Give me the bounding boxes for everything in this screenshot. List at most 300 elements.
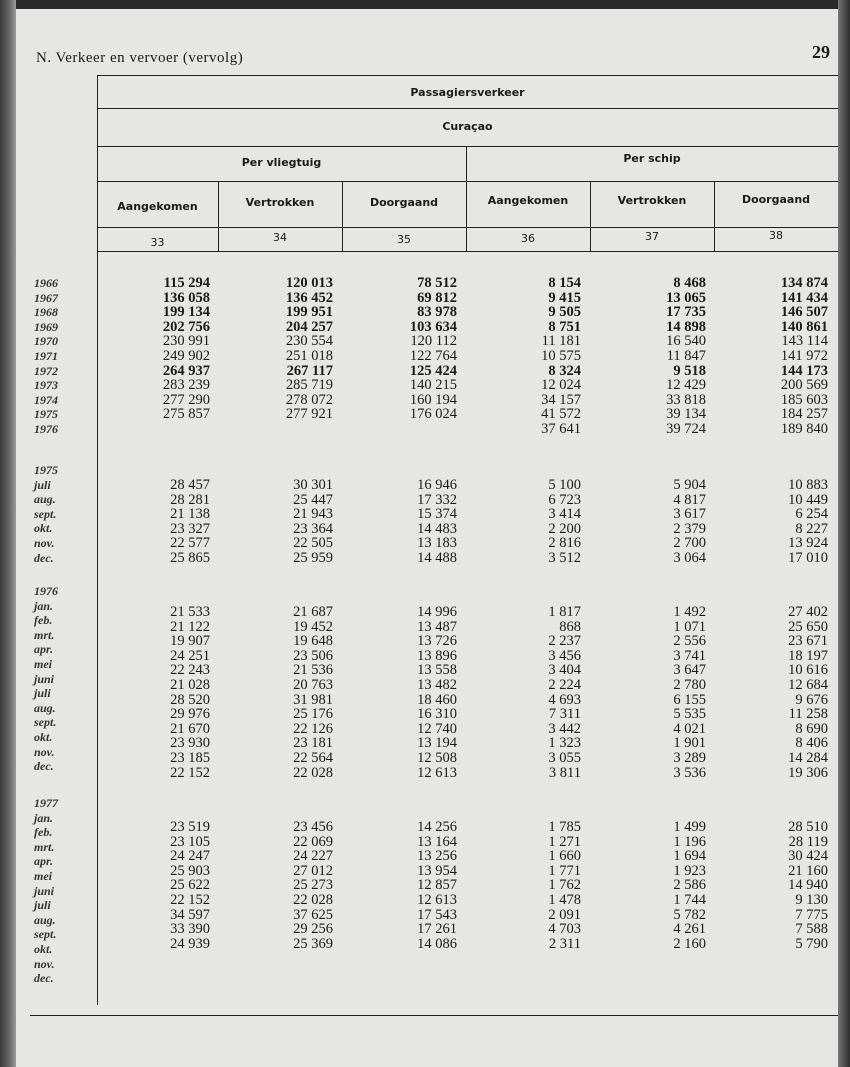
row-label: 1972	[34, 363, 58, 378]
table-cell: 7 588	[795, 921, 828, 938]
table-cell: 8 324	[548, 362, 581, 379]
table-cell: 18 197	[788, 647, 828, 664]
table-cell: 2 224	[548, 676, 581, 693]
row-label: dec.	[34, 550, 54, 565]
table-cell: 2 700	[673, 535, 706, 552]
table-cell: 8 154	[548, 275, 581, 291]
row-label: jan.	[34, 598, 54, 613]
table-cell: 125 424	[409, 362, 457, 379]
row-label: juni	[34, 883, 55, 898]
table-cell: 30 301	[293, 477, 333, 493]
table-cell: 13 954	[417, 862, 457, 879]
table-cell: 5 782	[673, 906, 706, 923]
data-column-33	[100, 478, 210, 566]
data-column-38	[718, 478, 828, 566]
table-cell: 8 406	[795, 735, 828, 752]
data-column-37	[596, 276, 706, 437]
table-cell: 21 122	[170, 618, 210, 635]
table-cell: 230 554	[285, 333, 333, 350]
page-edge	[838, 0, 850, 1067]
table-cell: 28 520	[170, 691, 210, 708]
table-cell: 37 625	[293, 906, 333, 923]
column-number: 37	[645, 230, 659, 243]
table-cell: 83 978	[417, 304, 457, 321]
table-cell: 115 294	[163, 275, 210, 291]
table-cell: 23 506	[293, 647, 333, 664]
table-cell: 3 741	[673, 647, 706, 664]
table-cell: 27 402	[788, 604, 828, 620]
table-cell: 2 237	[548, 633, 581, 650]
row-label: nov.	[34, 535, 55, 550]
table-cell: 22 069	[293, 833, 333, 850]
table-cell: 6 155	[673, 691, 706, 708]
table-cell: 22 028	[293, 764, 333, 781]
table-cell: 28 281	[170, 491, 210, 508]
table-cell: 3 456	[548, 647, 581, 664]
table-cell: 15 374	[417, 506, 457, 523]
table-cell: 1 499	[673, 819, 706, 835]
table-cell: 11 258	[788, 706, 828, 723]
table-cell: 23 185	[170, 749, 210, 766]
rule	[30, 1015, 838, 1016]
table-cell: 136 058	[162, 289, 210, 306]
column-number: 33	[150, 236, 165, 249]
table-cell: 2 200	[548, 520, 581, 537]
rule	[97, 251, 838, 252]
table-cell: 278 072	[285, 391, 333, 408]
table-cell: 1 323	[548, 735, 581, 752]
table-cell: 19 452	[293, 618, 333, 635]
table-cell: 2 586	[673, 877, 706, 894]
table-cell: 21 028	[170, 676, 210, 693]
table-cell: 24 247	[170, 848, 210, 865]
table-cell: 11 181	[541, 333, 581, 350]
table-cell: 29 256	[293, 921, 333, 938]
table-cell: 17 332	[417, 491, 457, 508]
table-cell: 199 134	[162, 304, 210, 321]
table-cell: 1 923	[673, 862, 706, 879]
table-cell: 29 976	[170, 706, 210, 723]
table-cell: 202 756	[162, 318, 210, 335]
column-header: Doorgaand	[741, 193, 811, 206]
row-label: aug.	[34, 912, 56, 927]
table-cell: 13 256	[417, 848, 457, 865]
table-cell: 30 424	[788, 848, 828, 865]
table-cell: 19 648	[293, 633, 333, 650]
table-cell: 10 883	[788, 477, 828, 493]
table-cell: 21 160	[788, 862, 828, 879]
table-cell: 200 569	[780, 377, 828, 394]
table-cell: 3 414	[548, 506, 581, 523]
row-label: feb.	[34, 613, 53, 628]
table-cell: 8 690	[795, 720, 828, 737]
table-cell: 12 613	[417, 891, 457, 908]
table-cell: 9 676	[795, 691, 828, 708]
data-column-35	[347, 478, 457, 566]
row-label: 1975	[34, 407, 58, 422]
table-cell: 285 719	[285, 377, 333, 394]
table-cell: 204 257	[285, 318, 333, 335]
table-cell: 1 478	[548, 891, 581, 908]
table-cell: 3 512	[548, 549, 581, 566]
table-cell: 13 183	[417, 535, 457, 552]
table-cell: 12 508	[417, 749, 457, 766]
table-cell: 4 021	[673, 720, 706, 737]
table-cell: 22 564	[293, 749, 333, 766]
row-label: sept.	[34, 715, 57, 730]
data-column-34	[223, 276, 333, 422]
table-cell: 13 896	[417, 647, 457, 664]
row-label: apr.	[34, 854, 54, 869]
data-column-34	[223, 605, 333, 780]
table-cell: 21 138	[170, 506, 210, 523]
table-cell: 5 904	[673, 477, 706, 493]
table-cell: 199 951	[285, 304, 333, 321]
table-cell: 25 903	[170, 862, 210, 879]
table-cell: 18 460	[417, 691, 457, 708]
row-label: juli	[34, 686, 51, 701]
table-cell: 17 735	[666, 304, 706, 321]
table-cell: 13 164	[417, 833, 457, 850]
table-cell: 141 972	[780, 347, 828, 364]
table-cell: 140 861	[780, 318, 828, 335]
data-column-36	[471, 478, 581, 566]
table-cell: 41 572	[541, 406, 581, 423]
table-cell: 1 694	[673, 848, 706, 865]
table-cell: 1 771	[548, 862, 581, 879]
table-cell: 3 617	[673, 506, 706, 523]
table-cell: 14 488	[417, 549, 457, 566]
row-label: 1976	[34, 421, 58, 436]
table-cell: 9 518	[673, 362, 706, 379]
table-cell: 3 404	[548, 662, 581, 679]
table-cell: 14 086	[417, 935, 457, 952]
table-cell: 33 818	[666, 391, 706, 408]
data-column-36	[471, 276, 581, 437]
table-cell: 13 487	[417, 618, 457, 635]
row-labels	[34, 463, 94, 565]
row-label: okt.	[34, 941, 53, 956]
row-label: okt.	[34, 521, 53, 536]
table-cell: 19 907	[170, 633, 210, 650]
table-cell: 189 840	[780, 420, 828, 437]
table-cell: 103 634	[409, 318, 457, 335]
table-cell: 22 126	[293, 720, 333, 737]
table-cell: 16 310	[417, 706, 457, 723]
table-cell: 144 173	[780, 362, 828, 379]
table-cell: 184 257	[780, 406, 828, 423]
rule	[97, 75, 98, 1005]
row-label: aug.	[34, 492, 56, 507]
table-cell: 12 429	[666, 377, 706, 394]
table-cell: 14 256	[417, 819, 457, 835]
table-cell: 10 449	[788, 491, 828, 508]
table-cell: 23 364	[293, 520, 333, 537]
column-number: 35	[397, 233, 411, 246]
data-column-38	[718, 276, 828, 437]
row-label: 1976	[34, 584, 58, 598]
table-cell: 251 018	[285, 347, 333, 364]
table-cell: 2 780	[673, 676, 706, 693]
data-column-35	[347, 605, 457, 780]
table-cell: 143 114	[781, 333, 828, 350]
table-cell: 34 157	[541, 391, 581, 408]
table-cell: 3 647	[673, 662, 706, 679]
subgroup-header-ship: Per schip	[623, 152, 681, 165]
table-cell: 1 817	[548, 604, 581, 620]
data-column-37	[596, 605, 706, 780]
rule	[97, 75, 838, 76]
table-cell: 10 616	[788, 662, 828, 679]
row-label: 1966	[34, 276, 58, 290]
table-cell: 6 723	[548, 491, 581, 508]
group-header: Passagiersverkeer	[410, 86, 525, 99]
table-cell: 8 227	[795, 520, 828, 537]
section-title: N. Verkeer en vervoer (vervolg)	[36, 50, 244, 66]
table-cell: 22 028	[293, 891, 333, 908]
table-cell: 12 613	[417, 764, 457, 781]
table-cell: 13 065	[666, 289, 706, 306]
book-binding	[0, 0, 16, 1067]
table-cell: 17 543	[417, 906, 457, 923]
row-labels	[34, 276, 94, 437]
data-column-34	[223, 820, 333, 951]
column-header: Vertrokken	[245, 196, 315, 209]
table-cell: 28 457	[170, 477, 210, 493]
table-cell: 277 290	[162, 391, 210, 408]
row-label: 1971	[34, 348, 58, 363]
table-cell: 8 468	[673, 275, 706, 291]
table-cell: 12 684	[788, 676, 828, 693]
table-cell: 2 160	[673, 935, 706, 952]
row-label: feb.	[34, 825, 53, 840]
table-cell: 9 415	[548, 289, 581, 306]
table-cell: 16 540	[666, 333, 706, 350]
table-cell: 69 812	[417, 289, 457, 306]
column-header: Aangekomen	[117, 200, 198, 213]
table-cell: 12 740	[417, 720, 457, 737]
table-cell: 3 442	[548, 720, 581, 737]
table-cell: 21 670	[170, 720, 210, 737]
table-cell: 14 284	[788, 749, 828, 766]
data-column-38	[718, 605, 828, 780]
table-cell: 21 687	[293, 604, 333, 620]
table-cell: 14 483	[417, 520, 457, 537]
table-cell: 3 289	[673, 749, 706, 766]
data-column-33	[100, 820, 210, 951]
row-labels	[34, 796, 94, 986]
table-cell: 31 981	[293, 691, 333, 708]
subgroup-header-air: Per vliegtuig	[241, 156, 322, 169]
data-column-33	[100, 605, 210, 780]
table-cell: 25 959	[293, 549, 333, 566]
table-cell: 136 452	[285, 289, 333, 306]
table-cell: 230 991	[162, 333, 210, 350]
table-cell: 1 196	[673, 833, 706, 850]
table-cell: 7 311	[548, 706, 581, 723]
row-label: 1977	[34, 796, 58, 810]
table-cell: 33 390	[170, 921, 210, 938]
table-cell: 249 902	[162, 347, 210, 364]
table-cell: 1 744	[673, 891, 706, 908]
table-cell: 21 533	[170, 604, 210, 620]
table-cell: 141 434	[780, 289, 828, 306]
table-cell: 12 857	[417, 877, 457, 894]
table-cell: 4 703	[548, 921, 581, 938]
table-cell: 17 010	[788, 549, 828, 566]
table-cell: 78 512	[417, 275, 457, 291]
column-number: 34	[273, 231, 287, 244]
row-label: juli	[34, 898, 51, 913]
table-cell: 868	[559, 618, 581, 635]
table-cell: 23 930	[170, 735, 210, 752]
table-cell: 23 456	[293, 819, 333, 835]
table-cell: 6 254	[795, 506, 828, 523]
table-cell: 5 535	[673, 706, 706, 723]
row-label: mrt.	[34, 627, 55, 642]
row-label: 1969	[34, 319, 58, 334]
table-cell: 13 194	[417, 735, 457, 752]
rule	[97, 146, 838, 147]
row-label: dec.	[34, 759, 54, 774]
row-label: 1973	[34, 378, 58, 393]
table-cell: 2 311	[548, 935, 581, 952]
table-cell: 1 762	[548, 877, 581, 894]
column-header: Vertrokken	[617, 194, 687, 207]
table-cell: 14 996	[417, 604, 457, 620]
row-label: aug.	[34, 700, 56, 715]
table-cell: 22 152	[170, 764, 210, 781]
table-cell: 22 505	[293, 535, 333, 552]
column-header: Aangekomen	[487, 194, 569, 207]
row-label: 1967	[34, 290, 58, 305]
table-cell: 8 751	[548, 318, 581, 335]
table-cell: 25 622	[170, 877, 210, 894]
table-cell: 25 176	[293, 706, 333, 723]
data-column-35	[347, 820, 457, 951]
table-cell: 25 447	[293, 491, 333, 508]
data-column-34	[223, 478, 333, 566]
table-cell: 34 597	[170, 906, 210, 923]
rule	[97, 108, 838, 109]
table-cell: 25 865	[170, 549, 210, 566]
table-cell: 1 901	[673, 735, 706, 752]
table-cell: 3 064	[673, 549, 706, 566]
table-cell: 1 071	[673, 618, 706, 635]
table-cell: 16 946	[417, 477, 457, 493]
table-cell: 1 271	[548, 833, 581, 850]
table-cell: 23 105	[170, 833, 210, 850]
row-label: 1974	[34, 392, 58, 407]
table-cell: 25 273	[293, 877, 333, 894]
table-cell: 160 194	[409, 391, 457, 408]
table-cell: 1 660	[548, 848, 581, 865]
table-cell: 275 857	[162, 406, 210, 423]
table-cell: 264 937	[162, 362, 210, 379]
table-cell: 3 536	[673, 764, 706, 781]
data-column-35	[347, 276, 457, 422]
table-cell: 185 603	[780, 391, 828, 408]
table-cell: 267 117	[286, 362, 333, 379]
table-cell: 9 130	[795, 891, 828, 908]
table-cell: 277 921	[285, 406, 333, 423]
data-column-37	[596, 820, 706, 951]
table-cell: 21 536	[293, 662, 333, 679]
table-cell: 13 558	[417, 662, 457, 679]
table-cell: 39 724	[666, 420, 706, 437]
table-cell: 20 763	[293, 676, 333, 693]
row-label: sept.	[34, 506, 57, 521]
table-cell: 120 112	[410, 333, 457, 350]
table-cell: 140 215	[409, 377, 457, 394]
table-cell: 14 940	[788, 877, 828, 894]
row-label: mei	[34, 868, 52, 883]
table-cell: 17 261	[417, 921, 457, 938]
table-cell: 24 251	[170, 647, 210, 664]
rule	[97, 181, 838, 182]
table-cell: 23 519	[170, 819, 210, 835]
table-cell: 10 575	[541, 347, 581, 364]
table-cell: 1 785	[548, 819, 581, 835]
column-number: 38	[769, 229, 783, 242]
table-cell: 19 306	[788, 764, 828, 781]
row-label: 1975	[34, 463, 58, 477]
row-label: nov.	[34, 744, 55, 759]
row-label: juli	[34, 477, 51, 492]
data-column-36	[471, 605, 581, 780]
table-cell: 25 369	[293, 935, 333, 952]
row-label: nov.	[34, 956, 55, 971]
table-cell: 5 790	[795, 935, 828, 952]
row-labels	[34, 584, 94, 774]
row-label: 1970	[34, 334, 58, 349]
table-cell: 23 181	[293, 735, 333, 752]
table-cell: 24 227	[293, 848, 333, 865]
table-cell: 27 012	[293, 862, 333, 879]
table-cell: 39 134	[666, 406, 706, 423]
table-cell: 21 943	[293, 506, 333, 523]
data-column-37	[596, 478, 706, 566]
row-label: jan.	[34, 810, 54, 825]
table-cell: 11 847	[666, 347, 706, 364]
table-cell: 283 239	[162, 377, 210, 394]
table-cell: 2 816	[548, 535, 581, 552]
table-cell: 2 556	[673, 633, 706, 650]
table-cell: 23 327	[170, 520, 210, 537]
table-cell: 7 775	[795, 906, 828, 923]
table-cell: 12 024	[541, 377, 581, 394]
table-cell: 3 055	[548, 749, 581, 766]
data-column-38	[718, 820, 828, 951]
scan-top-edge	[0, 0, 850, 9]
table-cell: 23 671	[788, 633, 828, 650]
row-label: mrt.	[34, 839, 55, 854]
row-label: juni	[34, 671, 55, 686]
column-number: 36	[521, 232, 535, 245]
table-cell: 2 379	[673, 520, 706, 537]
table-cell: 2 091	[548, 906, 581, 923]
table-cell: 122 764	[409, 347, 457, 364]
table-cell: 22 577	[170, 535, 210, 552]
table-cell: 28 119	[788, 833, 828, 850]
table-cell: 14 898	[666, 318, 706, 335]
data-column-33	[100, 276, 210, 422]
table-cell: 1 492	[673, 604, 706, 620]
rule	[97, 227, 838, 228]
table-cell: 4 261	[673, 921, 706, 938]
row-label: okt.	[34, 729, 53, 744]
table-cell: 4 693	[548, 691, 581, 708]
